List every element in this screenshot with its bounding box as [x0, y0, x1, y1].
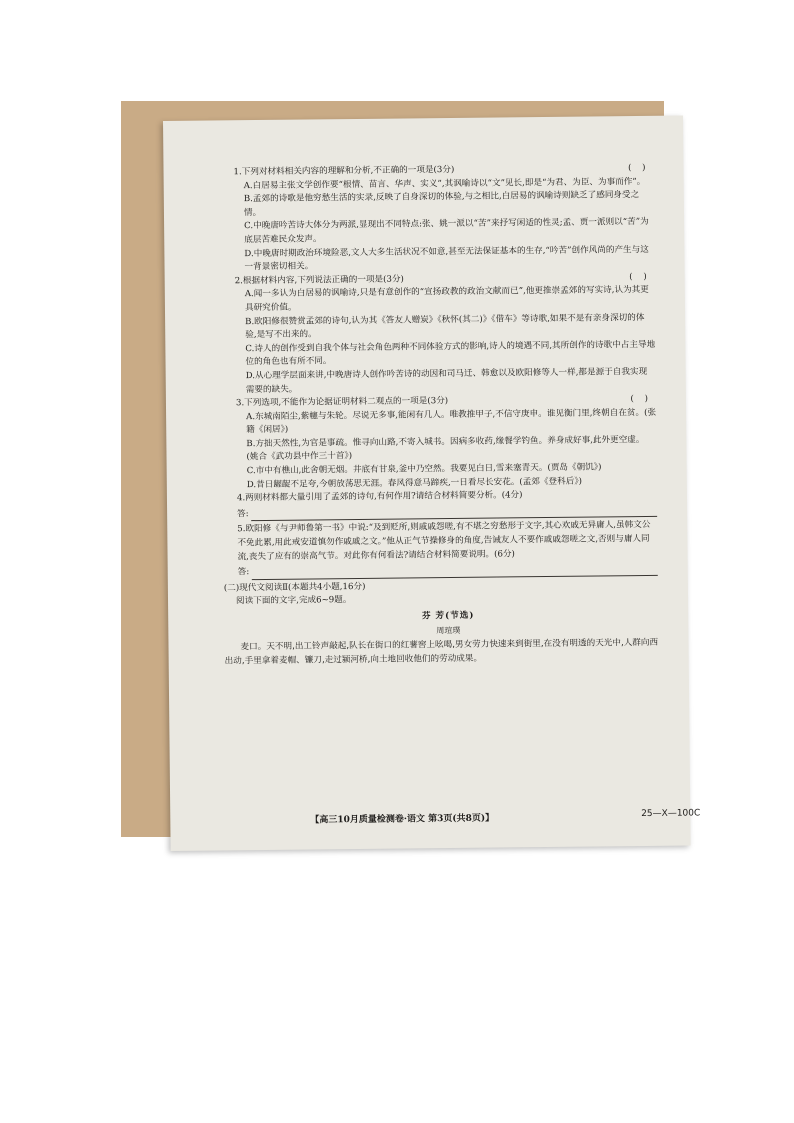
- option-a: A.闻一多认为白居易的讽喻诗,只是有意创作的“宣扬政教的政治文献而已”,他更推崇孟郊的写实诗,认为其更具研究价值。: [244, 285, 649, 314]
- option-c: C.中晚唐吟苦诗大体分为两派,显现出不同特点:张、姚一派以“苦”来抒写闲适的性灵;孟、贾一派则以“苦”为底层苦难民众发声。: [244, 217, 649, 246]
- question-5: [237, 519, 658, 580]
- question-2: [235, 271, 656, 398]
- exam-sheet: [163, 116, 701, 851]
- option-c: C.市中有樵山,此舍朝无烟。井底有甘泉,釜中乃空然。我要见白日,雪来塞青天。(贾岛《朝饥》): [246, 462, 602, 477]
- answer-paren: ( ): [628, 162, 650, 174]
- option-d: D.昔日龌龊不足夸,今朝放荡思无涯。春风得意马蹄疾,一日看尽长安花。(孟郊《登科后》): [246, 476, 583, 490]
- option-a: A.白居易主张文学创作要“根情、苗言、华声、实义”,其讽喻诗以“文”见长,即是“为君、为臣、为事而作”。: [243, 176, 646, 191]
- option-b: B.孟郊的诗歌是他穷愁生活的实录,反映了自身深切的体验,与之相比,白居易的讽喻诗则缺乏了感同身受之情。: [243, 190, 640, 218]
- question-stem: 3.下列选项,不能作为论据证明材料二观点的一项是(3分) ( ): [235, 393, 652, 409]
- article-author: 周瑄璞: [436, 625, 461, 635]
- question-4: [237, 488, 657, 522]
- section-intro: 阅读下面的文字,完成6~9题。: [235, 595, 352, 607]
- footer-code: 25—X—100C: [641, 808, 701, 820]
- question-stem: 1.下列对材料相关内容的理解和分析,不正确的一项是(3分) ( ): [233, 162, 650, 178]
- question-stem: 2.根据材料内容,下列说法正确的一项是(3分) ( ): [234, 271, 651, 287]
- answer-label: 答:: [237, 567, 250, 578]
- document-photo: [121, 101, 701, 837]
- question-3: [236, 393, 657, 493]
- article-paragraph: 麦口。天不明,出工铃声敲起,队长在街口的红薯窖上吆喝,男女劳力快速来到街里,在没有明透的天光中,人群向西出动,手里拿着麦帽、镰刀,走过颍河桥,向土地回收他们的劳动成果。: [224, 638, 659, 667]
- option-c: C.诗人的创作受到自我个体与社会角色两种不同体验方式的影响,诗人的境遇不同,其所创作的诗歌中占主导地位的角色也有所不同。: [245, 339, 656, 368]
- section-heading: (二)现代文阅读Ⅱ(本题共4小题,16分): [223, 581, 366, 594]
- answer-label: 答:: [237, 508, 249, 520]
- option-b: B.方拙天然性,为官是事疏。惟寻向山路,不寄入城书。因病多收药,缘餐学钓鱼。养身成好事,此外更空虚。(姚合《武功县中作三十首》): [246, 434, 645, 463]
- exam-content: [223, 162, 659, 669]
- article-title: 芬 芳(节选): [421, 610, 475, 622]
- question-stem: 5.欧阳修《与尹师鲁第一书》中说:“及到贬所,则戚戚怨嗟,有不堪之穷愁形于文字,其心欢戚无异庸人,虽韩文公不免此累,用此戒安道慎勿作戚戚之文。”他从正气节操修身的角度,告诫友人不要作戚戚怨嗟之文,否则与庸人同流,丧失了应有的崇高气节。对此你有何看法?请结合材料简要说明。(6分): [237, 520, 651, 562]
- question-1: [233, 162, 654, 275]
- option-d: D.从心理学层面来讲,中晚唐诗人创作吟苦诗的动因和司马迁、韩愈以及欧阳修等人一样,都是源于自我实现需要的缺失。: [245, 366, 648, 395]
- option-a: A.东城南陌尘,紫幰与朱轮。尽说无多事,能闲有几人。唯教推甲子,不信守庚申。谁见衡门里,终朝自在贫。(张籍《闲居》): [246, 407, 657, 436]
- option-b: B.欧阳修很赞赏孟郊的诗句,认为其《答友人赠炭》《秋怀(其二)》《借车》等诗歌,如果不是有亲身深切的体验,是写不出来的。: [245, 312, 645, 341]
- option-d: D.中晚唐时期政治环境险恶,文人大多生活状况不如意,甚至无法保证基本的生存,“吟苦”创作风尚的产生与这一背景密切相关。: [244, 244, 649, 273]
- footer-title: 【高三10月质量检测卷·语文 第3页(共8页)】: [310, 813, 495, 826]
- page-footer: [230, 808, 700, 826]
- question-stem: 4.两则材料都大量引用了孟郊的诗句,有何作用?请结合材料简要分析。(4分): [236, 490, 523, 504]
- answer-paren: ( ): [629, 271, 651, 282]
- answer-paren: ( ): [630, 393, 652, 405]
